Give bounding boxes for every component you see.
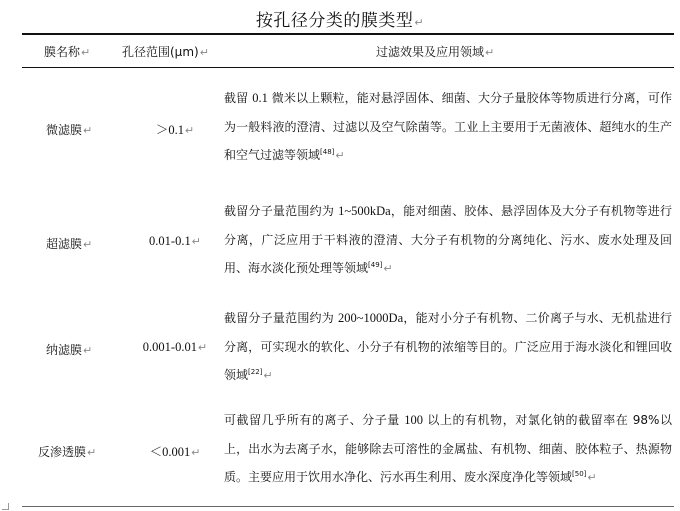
citation-ref: [49] — [368, 261, 383, 269]
paragraph-mark: ↵ — [191, 447, 201, 459]
paragraph-mark: ↵ — [263, 369, 273, 382]
table-header-rule — [22, 67, 674, 68]
header-name-text: 膜名称 — [44, 45, 81, 59]
description-cell — [224, 406, 672, 493]
pore-range: ＞0.1 — [155, 123, 184, 137]
membrane-name-cell — [38, 443, 96, 460]
desc-text: 截留 — [224, 91, 253, 105]
membrane-name-cell — [46, 341, 92, 358]
desc-text: 以上的有机物，对氯化钠的截留率在 98%以上，出水为去离子水，能够除去可溶性的金属盐、有机物、细菌、胶体粒子、热源物质。主要应用于饮用水净化、污水再生利用、废水深度净化等领域 — [224, 413, 672, 484]
page-corner-mark — [2, 503, 9, 510]
description-cell — [224, 84, 672, 171]
paragraph-mark: ↵ — [83, 344, 93, 357]
paragraph-mark: ↵ — [83, 238, 93, 251]
header-effect — [376, 43, 494, 60]
pore-range: 0.001-0.01 — [142, 340, 197, 354]
membrane-name: 纳滤膜 — [46, 343, 83, 357]
desc-text: ，能对细菌、胶体、悬浮固体及大分子有机物等进行分离，广泛应用于干料液的澄清、大分子有机物的分离纯化、污水、废水处理及回用、海水淡化预处理等领域 — [224, 204, 672, 275]
pore-range: ＜0.001 — [149, 445, 191, 459]
desc-text: 截留分子量范围约为 — [224, 204, 339, 218]
desc-number: 100 — [404, 413, 423, 427]
paragraph-mark: ↵ — [414, 16, 425, 29]
citation-ref: [22] — [248, 368, 263, 376]
desc-number: 1~500kDa — [338, 204, 391, 218]
citation-ref: [50] — [572, 470, 587, 478]
description-cell — [224, 197, 672, 284]
desc-text: 截留分子量范围约为 — [224, 311, 339, 325]
desc-text: ，能对小分子有机物、二价离子与水、无机盐进行分离，可实现水的软化、小分子有机物的浓缩等目的。广泛应用于海水淡化和锂回收领域 — [224, 311, 672, 382]
membrane-name-cell — [46, 121, 92, 138]
pore-range-cell — [120, 340, 230, 355]
citation-ref: [48] — [320, 148, 335, 156]
membrane-name: 超滤膜 — [46, 237, 83, 251]
paragraph-mark: ↵ — [383, 262, 393, 275]
desc-number: 0.1 — [252, 91, 268, 105]
pore-range: 0.01-0.1 — [149, 234, 191, 248]
pore-range-cell — [120, 234, 230, 249]
desc-text: 微米以上颗粒，能对悬浮固体、细菌、大分子量胶体等物质进行分离，可作为一般料液的澄清、过滤以及空气除菌等。工业上主要用于无菌液体、超纯水的生产和空气过滤等领域 — [224, 91, 672, 162]
desc-number: 200~1000Da — [338, 311, 404, 325]
header-name — [44, 43, 90, 60]
membrane-name: 微滤膜 — [46, 123, 83, 137]
header-range-text: 孔径范围(μm) — [122, 45, 199, 59]
header-effect-text: 过滤效果及应用领域 — [376, 45, 485, 59]
paragraph-mark: ↵ — [335, 149, 345, 162]
paragraph-mark: ↵ — [191, 236, 201, 248]
paragraph-mark: ↵ — [199, 46, 209, 59]
paragraph-mark: ↵ — [83, 124, 93, 137]
paragraph-mark: ↵ — [81, 46, 91, 59]
pore-range-cell — [120, 442, 230, 460]
paragraph-mark: ↵ — [87, 446, 97, 459]
table-top-rule — [22, 33, 674, 35]
paragraph-mark: ↵ — [184, 125, 195, 137]
table-title — [0, 6, 680, 31]
paragraph-mark: ↵ — [485, 46, 495, 59]
table-title-text: 按孔径分类的膜类型 — [255, 11, 414, 31]
table-bottom-rule — [22, 506, 674, 507]
paragraph-mark: ↵ — [197, 342, 208, 354]
pore-range-cell — [120, 120, 230, 138]
header-range — [122, 43, 209, 60]
membrane-name: 反渗透膜 — [38, 445, 87, 459]
paragraph-mark: ↵ — [587, 471, 597, 484]
membrane-name-cell — [46, 235, 92, 252]
desc-text: 可截留几乎所有的离子、分子量 — [224, 413, 405, 427]
description-cell — [224, 304, 672, 391]
